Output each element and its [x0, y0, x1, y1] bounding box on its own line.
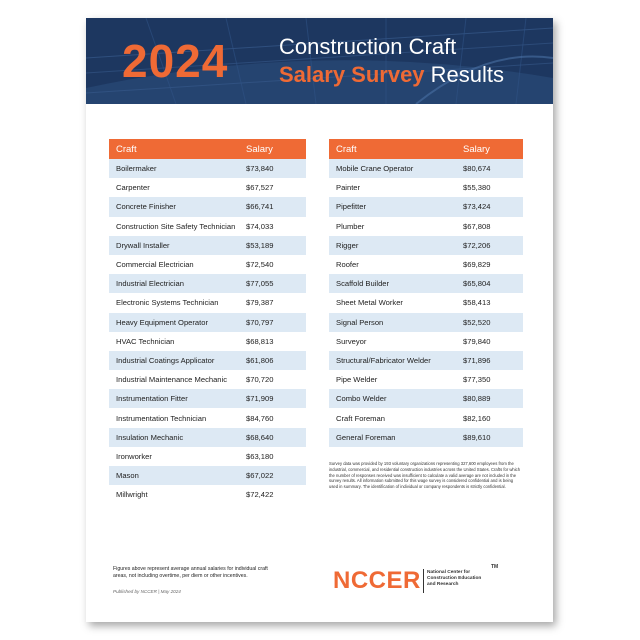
craft-cell: Roofer: [336, 260, 359, 270]
table-row: [329, 217, 523, 236]
table-row: [109, 236, 306, 255]
craft-cell: Ironworker: [116, 451, 152, 461]
salary-cell: $70,797: [236, 313, 306, 332]
craft-cell: Industrial Coatings Applicator: [109, 351, 236, 370]
craft-cell: HVAC Technician: [116, 336, 175, 346]
logo-line-2: Construction Education: [427, 576, 482, 581]
salary-cell: $80,889: [453, 389, 523, 408]
salary-column-header: Salary: [453, 139, 523, 159]
logo-line-3: and Research: [427, 582, 459, 587]
salary-table-left-body: [109, 159, 306, 504]
table-row: [109, 428, 306, 447]
survey-methodology-note: Survey data was provided by 193 voluntary organizations representing 327,600 employees from the industrial, commercial, and residential construction industries across the United States. Crafts for which the number of responses received was insufficient to calculate a valid average are not included in the survey results. All information submitted for this wage survey is considered confidential and is being used in summary. The identification of individual or company respondents is strictly confidential.: [329, 461, 521, 490]
logo-line-1: National Center for: [427, 570, 471, 575]
table-row: [109, 389, 306, 408]
salary-cell: $71,909: [236, 389, 306, 408]
craft-cell: Insulation Mechanic: [109, 428, 236, 447]
salary-cell: $68,813: [246, 336, 274, 346]
craft-cell: Boilermaker: [109, 159, 236, 178]
salary-cell: $55,380: [463, 183, 491, 193]
craft-cell: Concrete Finisher: [109, 197, 236, 216]
table-row: [329, 236, 523, 255]
table-row: [329, 293, 523, 312]
craft-cell: Millwright: [116, 490, 148, 500]
craft-cell: Commercial Electrician: [116, 260, 194, 270]
survey-sheet: [86, 18, 553, 622]
craft-cell: Pipefitter: [329, 197, 453, 216]
salary-cell: $73,840: [236, 159, 306, 178]
salary-cell: $80,674: [453, 159, 523, 178]
salary-table-right-body: [329, 159, 523, 447]
salary-table-left: [109, 139, 306, 504]
table-row: [329, 274, 523, 293]
table-row: [109, 485, 306, 504]
table-row: [109, 293, 306, 312]
table-row: [329, 351, 523, 370]
table-row: [329, 313, 523, 332]
salary-cell: $79,387: [246, 298, 274, 308]
table-row: [109, 332, 306, 351]
salary-cell: $67,808: [463, 221, 491, 231]
salary-cell: $67,022: [236, 466, 306, 485]
salary-cell: $73,424: [453, 197, 523, 216]
table-row: [109, 197, 306, 216]
title-rest: Results: [424, 62, 505, 87]
craft-cell: Painter: [336, 183, 361, 193]
salary-cell: $84,760: [246, 413, 274, 423]
salary-cell: $52,520: [453, 313, 523, 332]
table-row: [329, 332, 523, 351]
salary-cell: $58,413: [463, 298, 491, 308]
craft-cell: Sheet Metal Worker: [336, 298, 403, 308]
table-row: [329, 428, 523, 447]
table-row: [329, 197, 523, 216]
craft-cell: Heavy Equipment Operator: [109, 313, 236, 332]
table-row: [109, 447, 306, 466]
craft-cell: Instrumentation Technician: [116, 413, 207, 423]
table-row: [109, 274, 306, 293]
table-row: [109, 159, 306, 178]
table-row: [329, 370, 523, 389]
craft-cell: Industrial Maintenance Mechanic: [116, 375, 228, 385]
table-row: [329, 178, 523, 197]
table-row: [109, 313, 306, 332]
table-row: [329, 255, 523, 274]
table-row: [109, 370, 306, 389]
salary-cell: $77,055: [236, 274, 306, 293]
salary-cell: $67,527: [246, 183, 274, 193]
title-accent: Salary Survey: [279, 62, 425, 87]
salary-cell: $72,206: [453, 236, 523, 255]
craft-column-header: Craft: [109, 139, 236, 159]
table-row: [109, 408, 306, 427]
table-header-row: [109, 139, 306, 159]
salary-cell: $72,540: [246, 260, 274, 270]
craft-cell: Rigger: [329, 236, 453, 255]
logo-wordmark: NCCER: [333, 567, 421, 594]
salary-cell: $79,840: [463, 336, 491, 346]
salary-cell: $72,422: [246, 490, 274, 500]
craft-cell: Drywall Installer: [109, 236, 236, 255]
salary-column-header: Salary: [236, 139, 306, 159]
craft-cell: General Foreman: [329, 428, 453, 447]
salary-cell: $71,896: [453, 351, 523, 370]
craft-cell: Industrial Electrician: [109, 274, 236, 293]
craft-cell: Instrumentation Fitter: [109, 389, 236, 408]
salary-cell: $68,640: [236, 428, 306, 447]
table-row: [109, 255, 306, 274]
salary-cell: $63,180: [246, 451, 274, 461]
craft-cell: Structural/Fabricator Welder: [329, 351, 453, 370]
table-row: [329, 408, 523, 427]
published-by: Published by NCCER | May 2024: [113, 589, 181, 594]
table-row: [109, 466, 306, 485]
nccer-logo: [333, 566, 533, 596]
salary-cell: $53,189: [236, 236, 306, 255]
craft-cell: Craft Foreman: [336, 413, 385, 423]
craft-cell: Mobile Crane Operator: [329, 159, 453, 178]
craft-cell: Pipe Welder: [336, 375, 378, 385]
craft-cell: Plumber: [336, 221, 365, 231]
footnote: Figures above represent average annual salaries for individual craft areas, not including overtime, per diem or other incentives.: [113, 566, 268, 579]
year-heading: 2024: [122, 35, 229, 87]
craft-cell: Combo Welder: [329, 389, 453, 408]
table-row: [109, 217, 306, 236]
craft-column-header: Craft: [329, 139, 453, 159]
salary-cell: $65,804: [453, 274, 523, 293]
table-row: [109, 351, 306, 370]
craft-cell: Scaffold Builder: [329, 274, 453, 293]
table-row: [329, 389, 523, 408]
salary-cell: $69,829: [463, 260, 491, 270]
title-line-1: Construction Craft: [279, 34, 457, 59]
salary-cell: $70,720: [246, 375, 274, 385]
salary-cell: $82,160: [463, 413, 491, 423]
logo-divider: [423, 569, 424, 593]
salary-cell: $77,350: [463, 375, 491, 385]
salary-cell: $61,806: [236, 351, 306, 370]
logo-org-name: [427, 570, 507, 588]
craft-cell: Construction Site Safety Technician: [116, 221, 236, 231]
trademark-mark: TM: [491, 564, 499, 570]
salary-cell: $74,033: [246, 221, 274, 231]
header-banner: [86, 18, 553, 104]
craft-cell: Electronic Systems Technician: [116, 298, 219, 308]
salary-cell: $66,741: [236, 197, 306, 216]
craft-cell: Mason: [109, 466, 236, 485]
salary-cell: $89,610: [453, 428, 523, 447]
salary-table-right: [329, 139, 523, 447]
table-header-row: [329, 139, 523, 159]
craft-cell: Signal Person: [329, 313, 453, 332]
table-row: [109, 178, 306, 197]
table-row: [329, 159, 523, 178]
craft-cell: Carpenter: [116, 183, 150, 193]
title-line-2: [279, 62, 504, 88]
craft-cell: Surveyor: [336, 336, 367, 346]
